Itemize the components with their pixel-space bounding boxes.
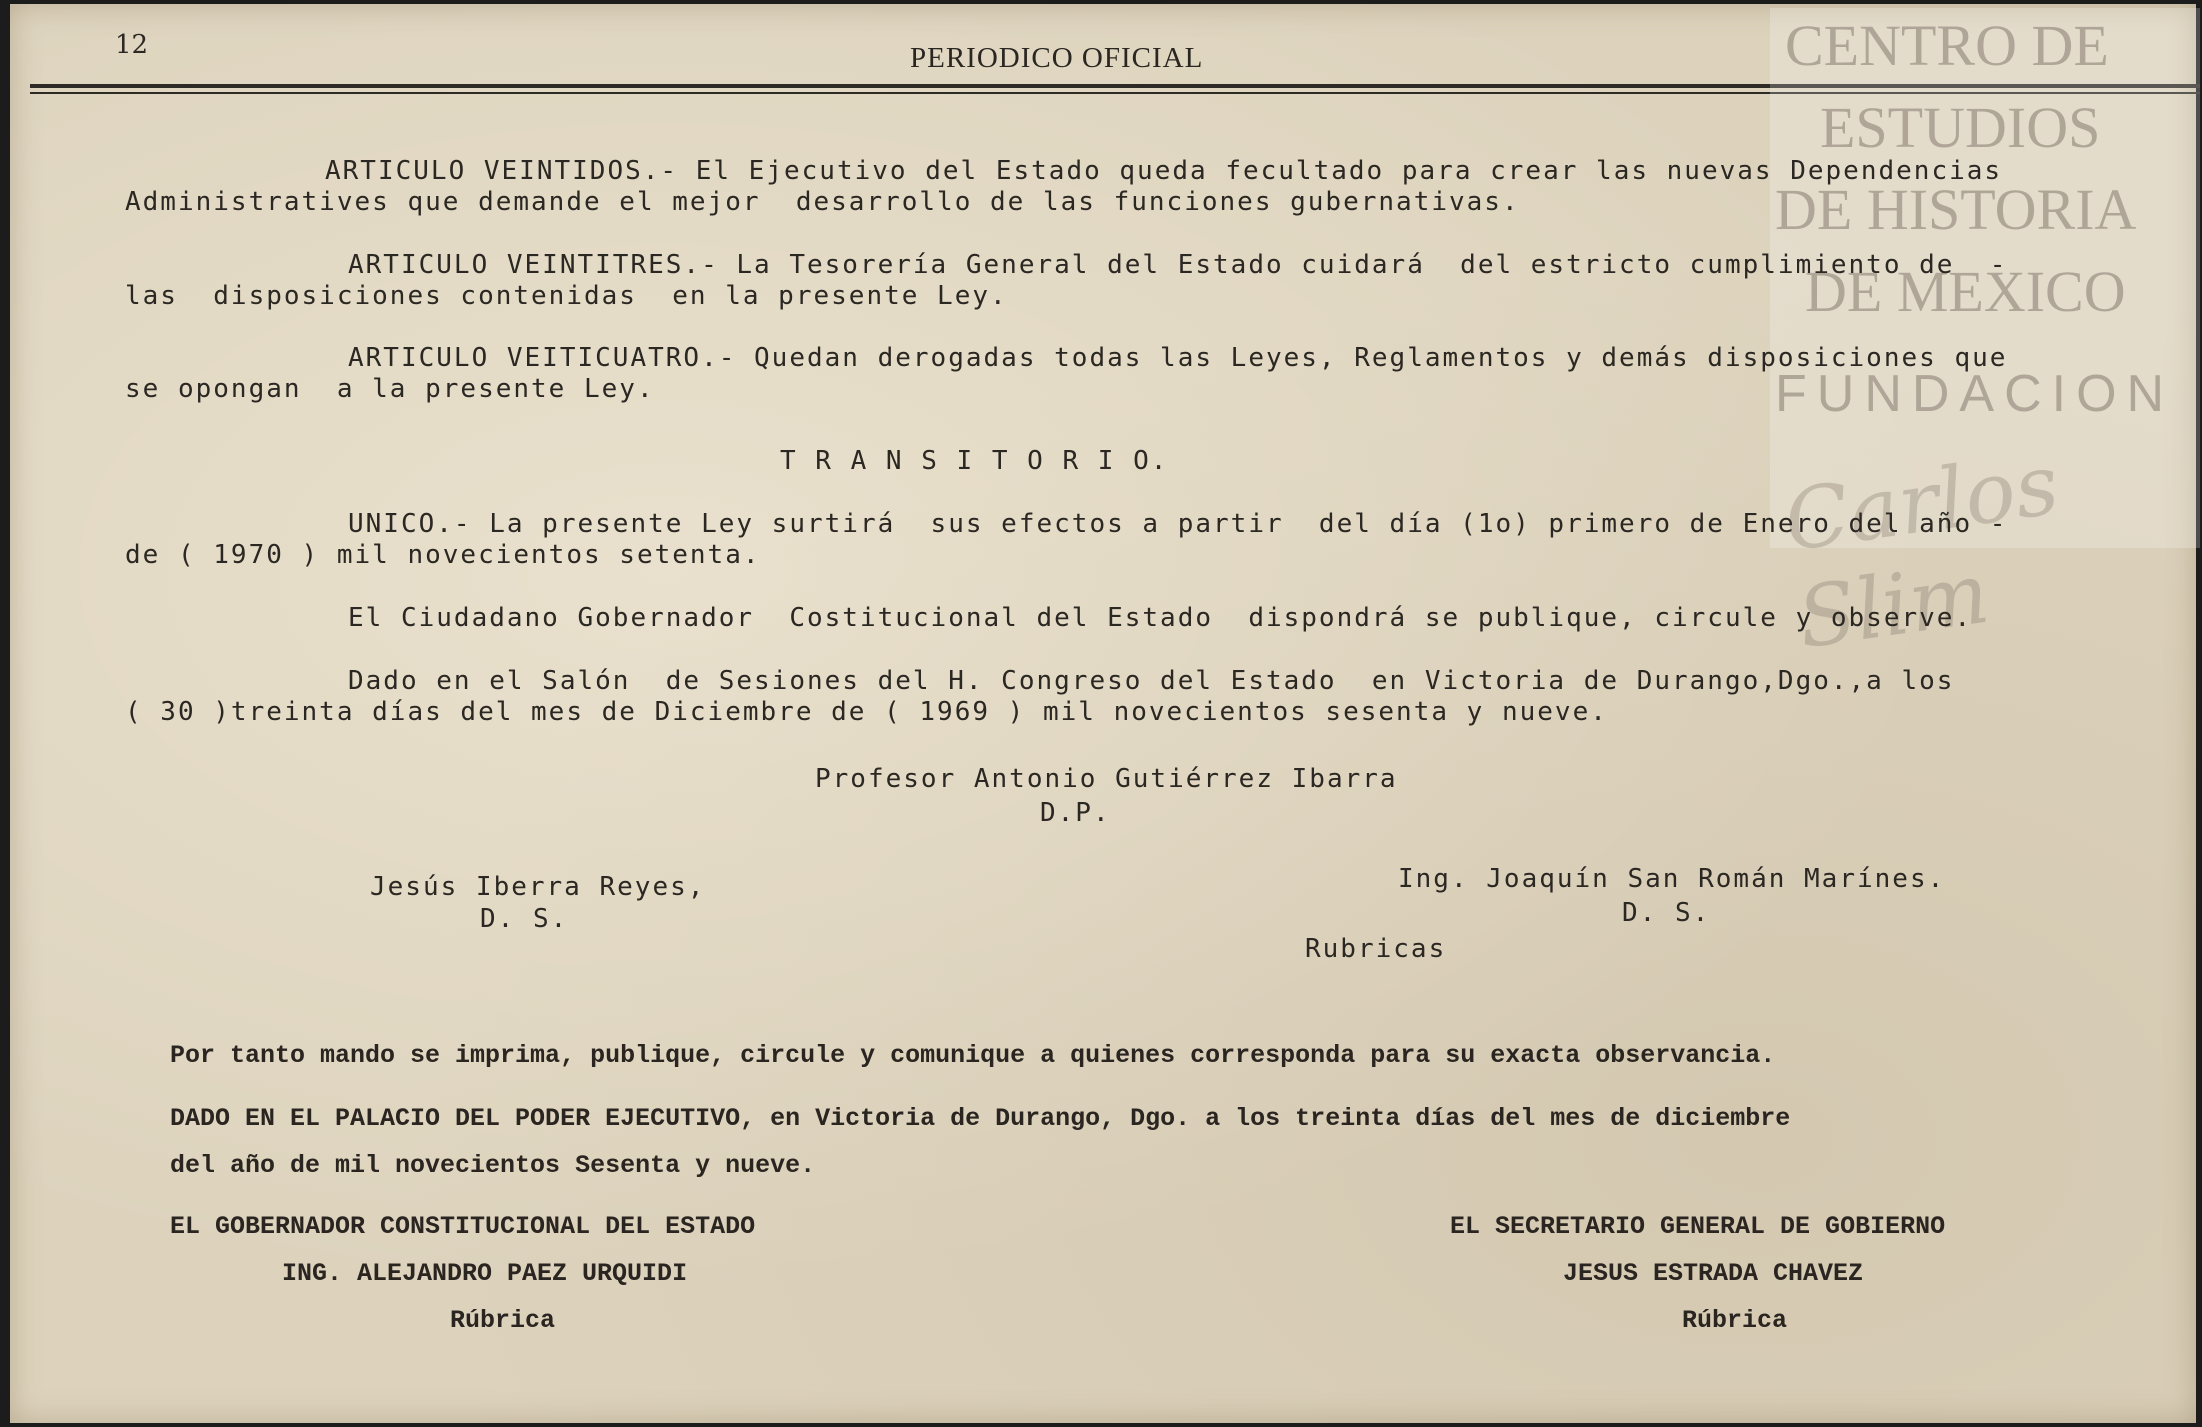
watermark-line-1: CENTRO DE [1785, 13, 2109, 78]
secretary-right-name: Ing. Joaquín San Román Marínes. [1398, 864, 1946, 894]
unico-line1: UNICO.- La presente Ley surtirá sus efectos a partir del día (1o) primero de Enero del año - [348, 509, 2008, 539]
secretary-general-title: EL SECRETARIO GENERAL DE GOBIERNO [1450, 1212, 1946, 1241]
promulgation-line2: DADO EN EL PALACIO DEL PODER EJECUTIVO, en Victoria de Durango, Dgo. a los treinta días del mes de diciembre [170, 1104, 1791, 1133]
governor-rubrica: Rúbrica [450, 1306, 556, 1335]
watermark-line-4: DE MEXICO [1805, 259, 2126, 324]
promulgation-line3: del año de mil novecientos Sesenta y nueve. [170, 1151, 816, 1180]
governor-name: ING. ALEJANDRO PAEZ URQUIDI [282, 1259, 688, 1288]
secretary-left-title: D. S. [480, 904, 569, 934]
president-title: D.P. [1040, 798, 1111, 828]
watermark-line-3: DE HISTORIA [1775, 177, 2137, 242]
gobernador-line: El Ciudadano Gobernador Costitucional del Estado dispondrá se publique, circule y observe. [348, 603, 1973, 633]
dado-line2: ( 30 )treinta días del mes de Diciembre de ( 1969 ) mil novecientos sesenta y nueve. [125, 697, 1608, 727]
unico-line2: de ( 1970 ) mil novecientos setenta. [125, 540, 761, 570]
art24-line1: ARTICULO VEITICUATRO.- Quedan derogadas todas las Leyes, Reglamentos y demás disposiciones que [348, 343, 2008, 373]
document-page [10, 4, 2196, 1423]
secretary-right-title: D. S. [1622, 898, 1711, 928]
transitorio-heading: T R A N S I T O R I O. [780, 446, 1169, 476]
watermark-line-5: FUNDACION [1775, 365, 2175, 423]
dado-line1: Dado en el Salón de Sesiones del H. Congreso del Estado en Victoria de Durango,Dgo.,a los [348, 666, 1955, 696]
art22-line1: ARTICULO VEINTIDOS.- El Ejecutivo del Estado queda fecultado para crear las nuevas Dependencias [325, 156, 2003, 186]
secretary-left-name: Jesús Iberra Reyes, [370, 872, 706, 902]
publication-title: PERIODICO OFICIAL [910, 42, 1204, 74]
watermark-line-2: ESTUDIOS [1820, 95, 2101, 160]
art23-line2: las disposiciones contenidas en la presente Ley. [125, 281, 1008, 311]
president-name: Profesor Antonio Gutiérrez Ibarra [815, 764, 1398, 794]
art23-line1: ARTICULO VEINTITRES.- La Tesorería General del Estado cuidará del estricto cumplimiento de - [348, 250, 2008, 280]
secretary-general-name: JESUS ESTRADA CHAVEZ [1563, 1259, 1864, 1288]
rubricas-label: Rubricas [1305, 934, 1447, 964]
page-number: 12 [115, 30, 149, 60]
art22-line2: Administratives que demande el mejor desarrollo de las funciones gubernativas. [125, 187, 1520, 217]
watermark-signature: Carlos Slim [1778, 434, 2065, 668]
governor-title: EL GOBERNADOR CONSTITUCIONAL DEL ESTADO [170, 1212, 756, 1241]
art24-line2: se opongan a la presente Ley. [125, 374, 655, 404]
promulgation-line1: Por tanto mando se imprima, publique, circule y comunique a quienes corresponda para su exacta observancia. [170, 1041, 1776, 1070]
secretary-general-rubrica: Rúbrica [1682, 1306, 1788, 1335]
